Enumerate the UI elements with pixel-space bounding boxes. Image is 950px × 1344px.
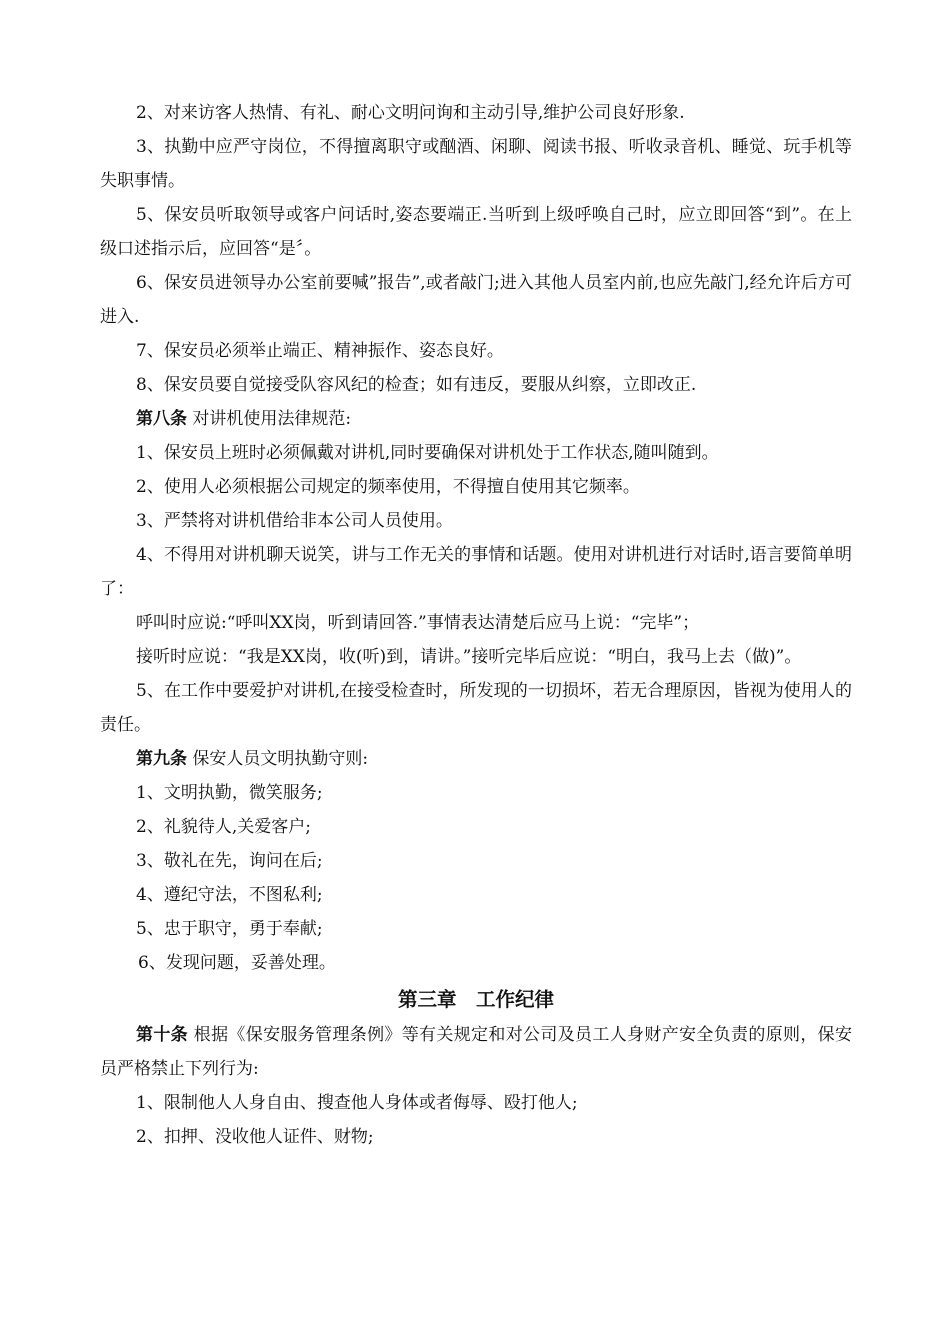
list-item: 6、发现问题，妥善处理。 [138, 953, 336, 973]
paragraph: 6、保安员进领导办公室前要喊”报告”,或者敲门;进入其他人员室内前,也应先敲门,经允许后方可进入. [100, 273, 852, 327]
article-title: 保安人员文明执勤守则: [192, 749, 369, 769]
paragraph: 3、严禁将对讲机借给非本公司人员使用。 [136, 511, 453, 531]
paragraph: 1、保安员上班时必须佩戴对讲机,同时要确保对讲机处于工作状态,随叫随到。 [136, 443, 719, 463]
paragraph: 2、使用人必须根据公司规定的频率使用，不得擅自使用其它频率。 [136, 477, 640, 497]
article-label: 第九条 [136, 749, 187, 769]
article-text: 根据《保安服务管理条例》等有关规定和对公司及员工人身财产安全负责的原则，保安员严格禁止下列行为: [100, 1025, 853, 1079]
paragraph: 4、不得用对讲机聊天说笑，讲与工作无关的事情和话题。使用对讲机进行对话时,语言要简单明了： [100, 545, 852, 599]
list-item: 2、礼貌待人,关爱客户; [136, 817, 311, 837]
article-title: 对讲机使用法律规范: [192, 409, 352, 429]
article-label: 第八条 [136, 409, 187, 429]
paragraph: 呼叫时应说:“呼叫XX岗，听到请回答.”事情表达清楚后应马上说：“完毕”； [136, 613, 700, 633]
list-item: 3、敬礼在先，询问在后; [136, 851, 323, 871]
article-10-paragraph [100, 1018, 852, 1086]
paragraph: 5、保安员听取领导或客户问话时,姿态要端正.当听到上级呼唤自己时，应立即回答“到”。在上级口述指示后，应回答“是〞。 [100, 205, 852, 259]
paragraph: 8、保安员要自觉接受队容风纪的检查；如有违反，要服从纠察，立即改正. [136, 375, 697, 395]
paragraph: 5、在工作中要爱护对讲机,在接受检查时，所发现的一切损坏，若无合理原因，皆视为使用人的责任。 [100, 681, 852, 735]
paragraph: 接听时应说：“我是XX岗，收(听)到，请讲。”接听完毕后应说：“明白，我马上去（做)”。 [136, 647, 802, 667]
article-9-heading [100, 742, 852, 776]
article-label: 第十条 [136, 1025, 188, 1045]
paragraph: 2、扣押、没收他人证件、财物; [136, 1127, 374, 1147]
list-item: 5、忠于职守，勇于奉献; [136, 919, 323, 939]
paragraph: 2、对来访客人热情、有礼、耐心文明问询和主动引导,维护公司良好形象. [136, 103, 685, 123]
paragraph: 3、执勤中应严守岗位，不得擅离职守或酗酒、闲聊、阅读书报、听收录音机、睡觉、玩手机等失职事情。 [100, 137, 852, 191]
paragraph: 7、保安员必须举止端正、精神振作、姿态良好。 [136, 341, 504, 361]
chapter-heading: 第三章 工作纪律 [397, 988, 554, 1011]
list-item: 1、文明执勤，微笑服务; [136, 783, 323, 803]
paragraph: 1、限制他人人身自由、搜查他人身体或者侮辱、殴打他人; [136, 1093, 578, 1113]
list-item: 4、遵纪守法，不图私利; [136, 885, 323, 905]
article-8-heading [100, 402, 852, 436]
